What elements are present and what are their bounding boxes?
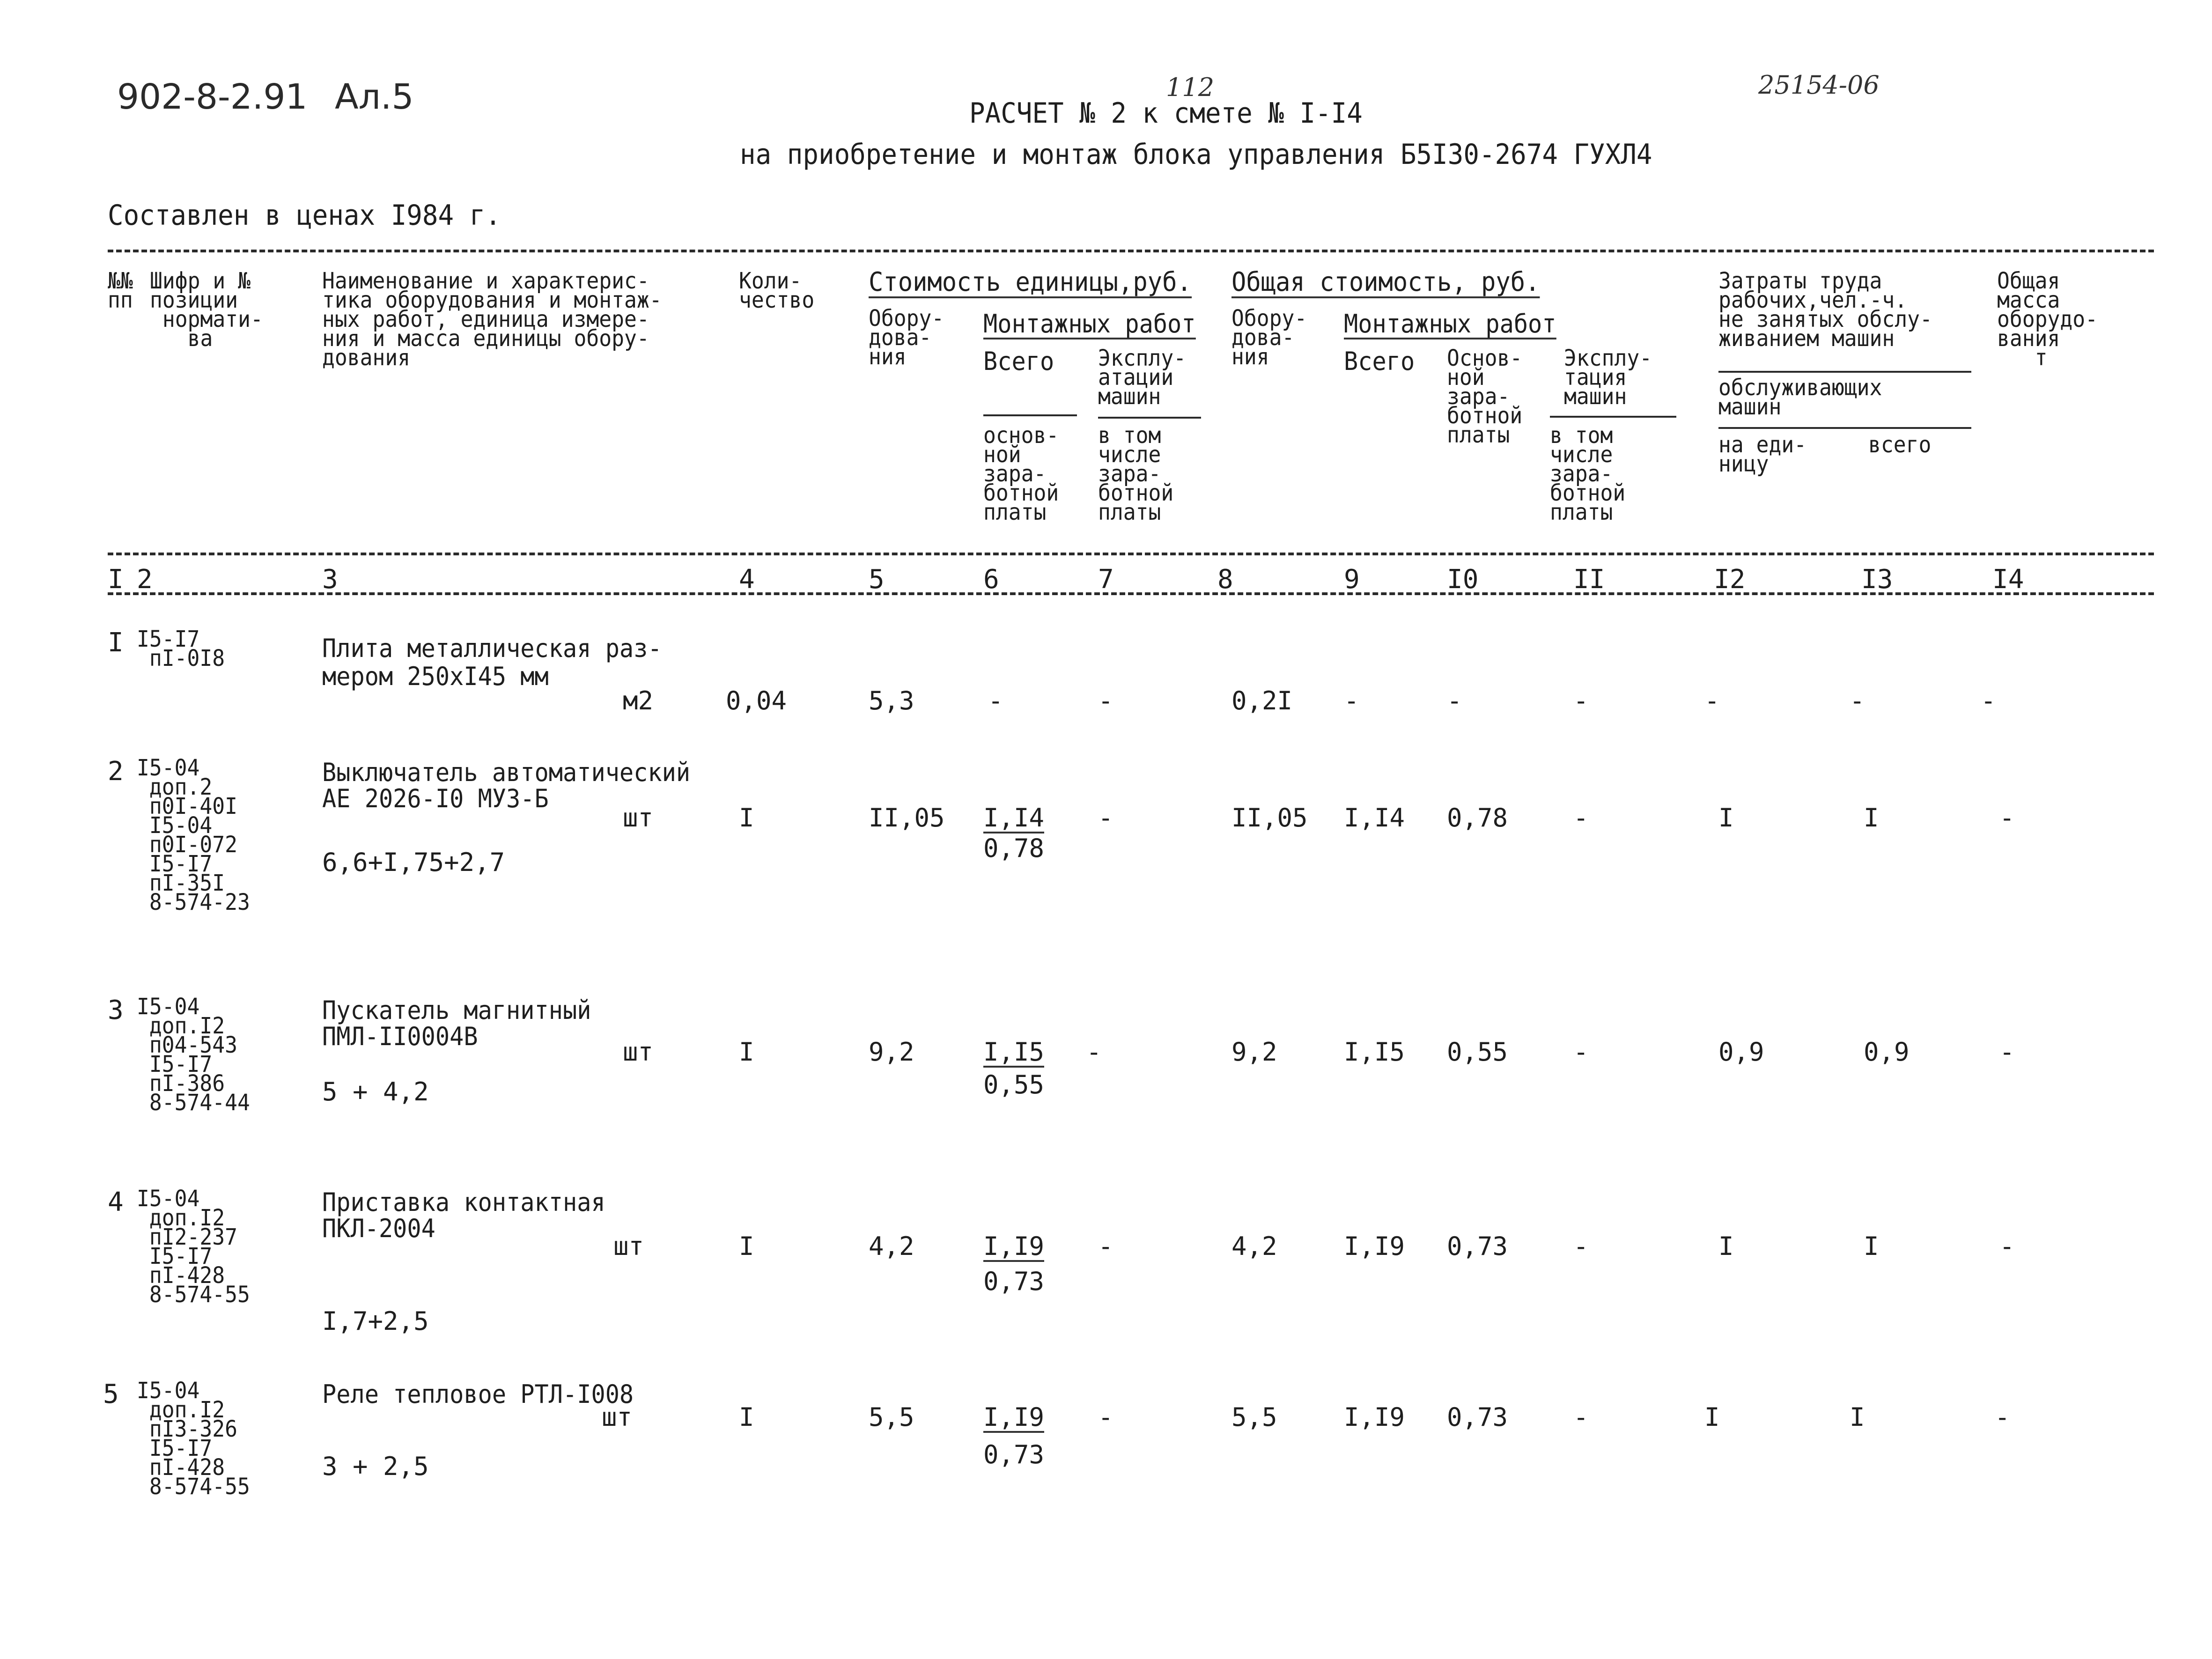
row-labor-all: I (1864, 803, 1879, 833)
header-incl-wage-unit: в том числе зара- ботной платы (1098, 422, 1174, 525)
labor-divider (1718, 371, 1971, 373)
row-codes: I5-04 доп.I2 пI2-237 I5-I7 пI-428 8-574-55 (137, 1186, 250, 1308)
row-montage-unit-cost: I,I9 (983, 1231, 1045, 1261)
col-number-11: II (1573, 564, 1605, 595)
row-montage-total: - (1344, 686, 1359, 715)
row-mass-formula: I,7+2,5 (322, 1306, 429, 1336)
row-name: Реле тепловое РТЛ-I008 (322, 1379, 634, 1409)
album-number: Ал.5 (335, 77, 414, 117)
page-title: РАСЧЕТ № 2 к смете № I-I4 (969, 97, 1363, 130)
row-equipment-unit-cost: 5,5 (869, 1402, 914, 1432)
header-exploitation-unit: Эксплу- атации машин (1098, 345, 1187, 410)
row-exploitation-unit: - (1098, 1231, 1113, 1261)
row-name: Плита металлическая раз- мером 250хI45 мм (322, 634, 662, 691)
compiled-note: Составлен в ценах I984 г. (108, 199, 501, 232)
header-equipment-total: Обору- дова- ния (1231, 305, 1307, 370)
row-equipment-unit-cost: 9,2 (869, 1037, 914, 1067)
row-name: Выключатель автоматический АЕ 2026-I0 МУЗ-Б (322, 758, 691, 813)
row-labor-all: 0,9 (1864, 1037, 1910, 1067)
row-mass: - (1999, 1037, 2015, 1067)
row-quantity: I (739, 1231, 754, 1261)
row-basic-wage-total: 0,73 (1447, 1402, 1508, 1432)
header-exploitation-total: Эксплу- тация машин (1564, 345, 1652, 410)
row-mass: - (1999, 1231, 2015, 1261)
row-unit: м2 (623, 686, 654, 715)
header-labor: Затраты труда рабочих,чел.-ч. не занятых обслу- живанием машин (1718, 268, 1932, 352)
col-number-10: I0 (1447, 564, 1479, 595)
header-montage-unit: Монтажных работ (983, 309, 1196, 339)
row-quantity: I (739, 1402, 754, 1432)
col-number-14: I4 (1992, 564, 2024, 595)
row-montage-total: I,I4 (1344, 803, 1405, 833)
col-number-5: 5 (869, 564, 885, 595)
row-basic-wage-unit: 0,78 (983, 833, 1045, 863)
row-labor-unit: I (1718, 1231, 1734, 1261)
col-number-3: 3 (322, 564, 338, 595)
header-montage-total: Монтажных работ (1344, 309, 1556, 339)
row-mass-formula: 6,6+I,75+2,7 (322, 848, 505, 877)
vsego-divider (983, 414, 1077, 416)
col-number-6: 6 (983, 564, 999, 595)
row-basic-wage-unit: 0,73 (983, 1440, 1045, 1469)
row-equipment-unit-cost: 4,2 (869, 1231, 914, 1261)
header-basic-wage-total: Основ- ной зара- ботной платы (1447, 345, 1523, 448)
row-quantity: I (739, 1037, 754, 1067)
header-labor-all: всего (1868, 432, 1932, 458)
header-mass: Общая масса оборудо- вания т (1997, 268, 2098, 371)
header-vsego-total: Всего (1344, 347, 1415, 376)
row-montage-total: I,I5 (1344, 1037, 1405, 1067)
row-quantity: 0,04 (726, 686, 787, 715)
header-unit-cost: Стоимость единицы,руб. (869, 267, 1192, 297)
header-labor-service: обслуживающих машин (1718, 375, 1882, 420)
header-quantity: Коли- чество (739, 268, 815, 313)
row-exploitation-total: - (1573, 686, 1589, 715)
col-number-1: I (108, 564, 124, 595)
row-mass: - (1981, 686, 1996, 715)
header-top-rule (108, 250, 2154, 252)
row-labor-unit: I (1704, 1402, 1720, 1432)
row-codes: I5-04 доп.I2 п04-543 I5-I7 пI-386 8-574-44 (137, 994, 250, 1116)
row-montage-unit-cost: I,I4 (983, 803, 1045, 833)
header-name: Наименование и характерис- тика оборудования и монтаж- ных работ, единица измере- ния и масса единицы обору- дования (322, 268, 662, 371)
row-name: Пускатель магнитный ПМЛ-II0004В (322, 995, 591, 1051)
row-basic-wage-total: 0,55 (1447, 1037, 1508, 1067)
row-number: 2 (108, 756, 124, 787)
row-equipment-total: 0,2I (1231, 686, 1293, 715)
row-equipment-unit-cost: II,05 (869, 803, 945, 833)
row-exploitation-total: - (1573, 803, 1589, 833)
header-equipment-unit: Обору- дова- ния (869, 305, 944, 370)
row-basic-wage-total: 0,78 (1447, 803, 1508, 833)
exploitation-underline (1098, 417, 1201, 419)
row-exploitation-total: - (1573, 1231, 1589, 1261)
col-number-2: 2 (137, 564, 153, 595)
row-exploitation-unit: - (1098, 1402, 1113, 1432)
header-vsego-unit: Всего (983, 347, 1054, 376)
row-number: 3 (108, 995, 124, 1025)
row-equipment-unit-cost: 5,3 (869, 686, 914, 715)
row-mass-formula: 5 + 4,2 (322, 1077, 429, 1106)
row-montage-unit-cost: I,I9 (983, 1402, 1045, 1432)
col-number-4: 4 (739, 564, 755, 595)
row-number: I (108, 627, 124, 658)
row-unit: шт (602, 1402, 633, 1432)
header-bottom-rule (108, 553, 2154, 555)
row-montage-total: I,I9 (1344, 1402, 1405, 1432)
registration-stamp: 25154-06 (1758, 70, 1880, 100)
col-number-9: 9 (1344, 564, 1360, 595)
row-equipment-total: 4,2 (1231, 1231, 1277, 1261)
row-exploitation-total: - (1573, 1402, 1589, 1432)
document-code: 902-8-2.91 (117, 77, 308, 117)
row-equipment-total: 9,2 (1231, 1037, 1277, 1067)
col-number-8: 8 (1217, 564, 1233, 595)
row-basic-wage-unit: 0,55 (983, 1070, 1045, 1099)
column-numbers-rule (108, 592, 2154, 595)
row-labor-unit: - (1704, 686, 1720, 715)
row-montage-total: I,I9 (1344, 1231, 1405, 1261)
row-name: Приставка контактная ПКЛ-2004 (322, 1187, 605, 1243)
row-exploitation-unit: - (1098, 803, 1113, 833)
row-mass-formula: 3 + 2,5 (322, 1452, 429, 1481)
col-number-7: 7 (1098, 564, 1114, 595)
page-subtitle: на приобретение и монтаж блока управления Б5I30-2674 ГУХЛ4 (740, 138, 1652, 171)
row-unit: шт (623, 1037, 654, 1067)
row-labor-all: - (1850, 686, 1865, 715)
row-labor-unit: I (1718, 803, 1734, 833)
row-exploitation-unit: - (1086, 1037, 1102, 1067)
row-montage-unit-cost: I,I5 (983, 1037, 1045, 1067)
header-incl-wage-total: в том числе зара- ботной платы (1550, 422, 1626, 525)
row-exploitation-total: - (1573, 1037, 1589, 1067)
row-number: 5 (103, 1379, 119, 1409)
row-basic-wage-total: 0,73 (1447, 1231, 1508, 1261)
row-number: 4 (108, 1187, 124, 1217)
header-row-number: №№ пп (108, 268, 133, 313)
row-mass: - (1995, 1402, 2010, 1432)
row-codes: I5-04 доп.2 п0I-40I I5-04 п0I-072 I5-I7 пI-35I 8-574-23 (137, 755, 250, 915)
row-unit: шт (623, 803, 654, 833)
row-equipment-total: II,05 (1231, 803, 1308, 833)
header-total-cost: Общая стоимость, руб. (1231, 267, 1540, 297)
row-exploitation-unit: - (1098, 686, 1113, 715)
row-basic-wage-unit: 0,73 (983, 1267, 1045, 1296)
col-number-12: I2 (1714, 564, 1746, 595)
row-unit: шт (613, 1231, 644, 1261)
row-basic-wage-total: - (1447, 686, 1462, 715)
header-labor-per-unit: на еди- ницу (1718, 432, 1807, 477)
labor-service-divider (1718, 427, 1971, 429)
row-codes: I5-I7 пI-0I8 (137, 626, 225, 671)
header-code: Шифр и № позиции нормати- ва (150, 268, 263, 352)
header-basic-wage-unit: основ- ной зара- ботной платы (983, 422, 1059, 525)
row-equipment-total: 5,5 (1231, 1402, 1277, 1432)
row-montage-unit-cost: - (988, 686, 1003, 715)
row-labor-all: I (1864, 1231, 1879, 1261)
page-number: 112 (1166, 73, 1215, 102)
row-labor-unit: 0,9 (1718, 1037, 1764, 1067)
row-labor-all: I (1850, 1402, 1865, 1432)
row-mass: - (1999, 803, 2015, 833)
row-codes: I5-04 доп.I2 пI3-326 I5-I7 пI-428 8-574-55 (137, 1378, 250, 1500)
col-number-13: I3 (1861, 564, 1893, 595)
exploitation-total-underline (1550, 416, 1676, 418)
row-quantity: I (739, 803, 754, 833)
